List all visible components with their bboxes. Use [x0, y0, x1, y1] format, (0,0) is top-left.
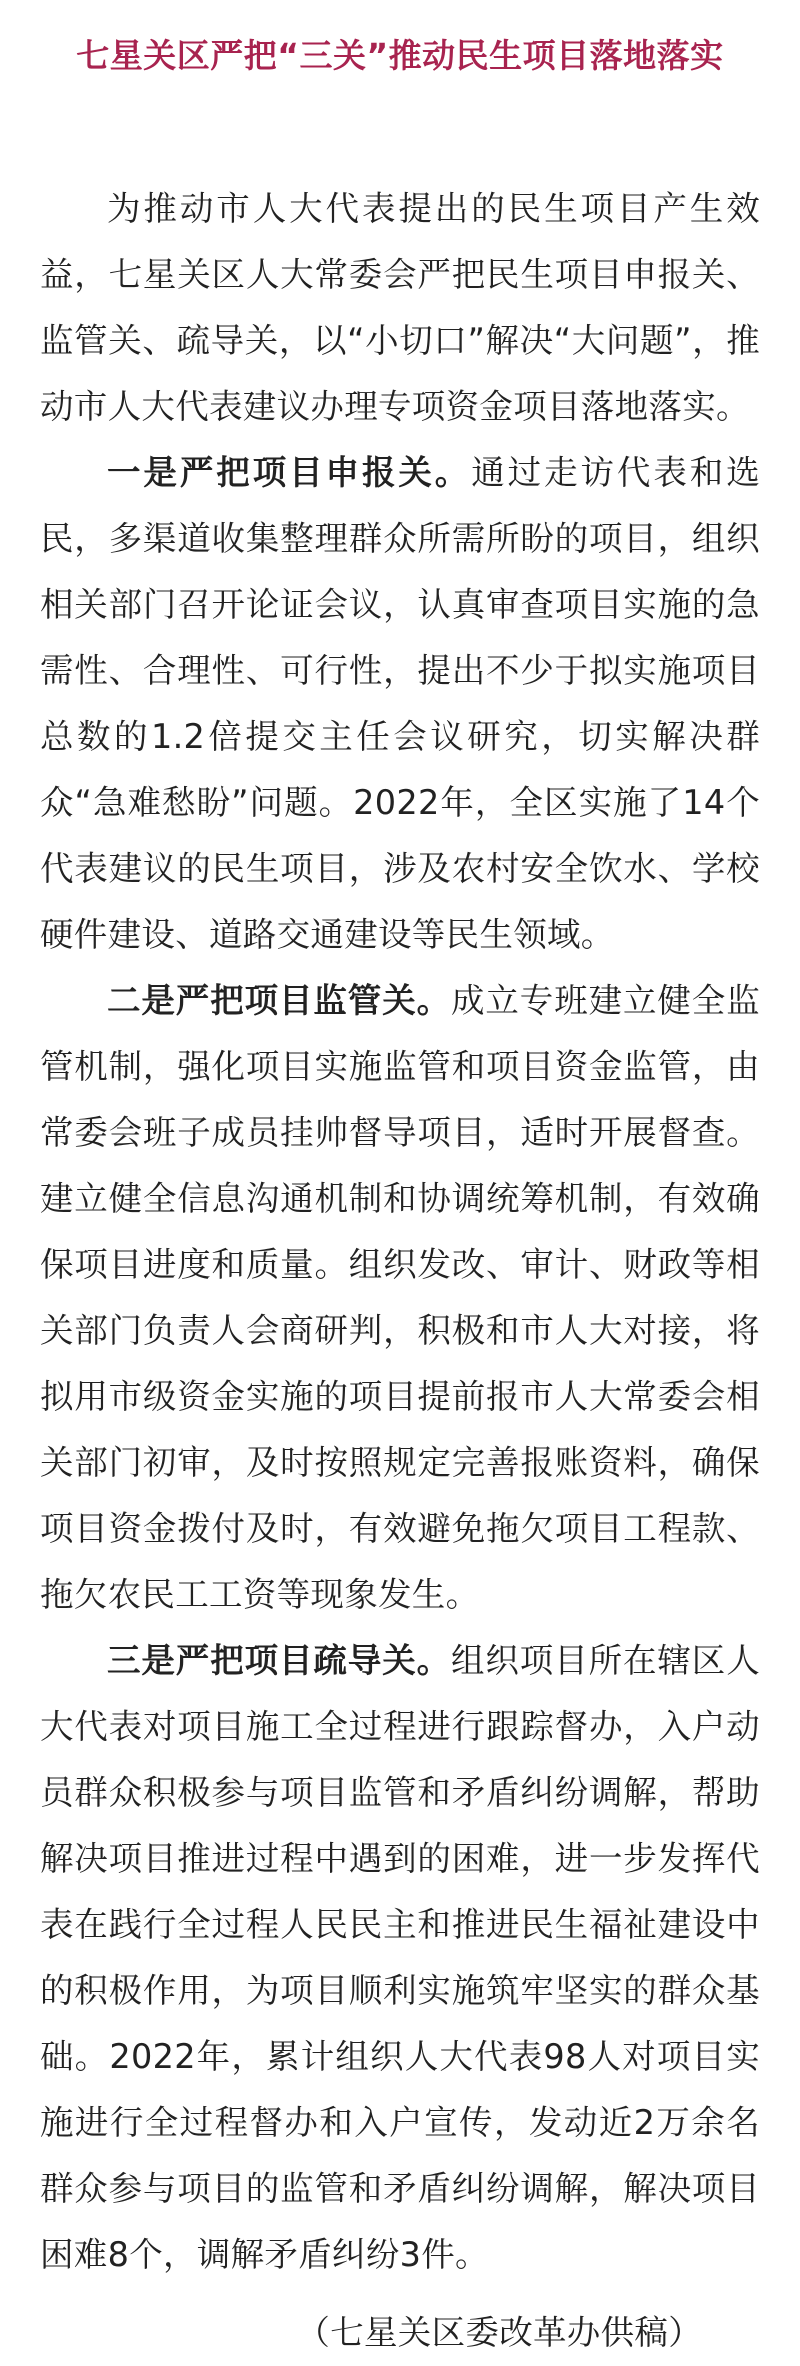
section-lead-3: 三是严把项目疏导关。 — [107, 1641, 451, 1680]
section-lead-2: 二是严把项目监管关。 — [107, 981, 451, 1020]
section-body-2: 成立专班建立健全监管机制，强化项目实施监管和项目资金监管，由常委会班子成员挂帅督导项目，适时开展督查。建立健全信息沟通机制和协调统筹机制，有效确保项目进度和质量。组织发改、审计、财政等相关部门负责人会商研判，积极和市人大对接，将拟用市级资金实施的项目提前报市人大常委会相关部门初审，及时按照规定完善报账资料，确保项目资金拨付及时，有效避免拖欠项目工程款、拖欠农民工工资等现象发生。 — [40, 981, 760, 1614]
article-title: 七星关区严把“三关”推动民生项目落地落实 — [76, 36, 724, 75]
section-body-3: 组织项目所在辖区人大代表对项目施工全过程进行跟踪督办，入户动员群众积极参与项目监管和矛盾纠纷调解，帮助解决项目推进过程中遇到的困难，进一步发挥代表在践行全过程人民民主和推进民生福祉建设中的积极作用，为项目顺利实施筑牢坚实的群众基础。2022年，累计组织人大代表98人对项目实施进行全过程督办和入户宣传，发动近2万余名群众参与项目的监管和矛盾纠纷调解，解决项目困难8个，调解矛盾纠纷3件。 — [40, 1641, 760, 2274]
section-paragraph-2 — [40, 968, 760, 1628]
section-paragraph-3 — [40, 1628, 760, 2288]
article-body — [40, 176, 760, 2366]
intro-paragraph: 为推动市人大代表提出的民生项目产生效益，七星关区人大常委会严把民生项目申报关、监管关、疏导关，以“小切口”解决“大问题”，推动市人大代表建议办理专项资金项目落地落实。 — [40, 189, 760, 426]
section-paragraph-1 — [40, 440, 760, 968]
section-body-1: 通过走访代表和选民，多渠道收集整理群众所需所盼的项目，组织相关部门召开论证会议，认真审查项目实施的急需性、合理性、可行性，提出不少于拟实施项目总数的1.2倍提交主任会议研究，切实解决群众“急难愁盼”问题。2022年，全区实施了14个代表建议的民生项目，涉及农村安全饮水、学校硬件建设、道路交通建设等民生领域。 — [40, 453, 760, 954]
section-lead-1: 一是严把项目申报关。 — [107, 453, 472, 492]
source-credit: （七星关区委改革办供稿） — [296, 2313, 702, 2352]
